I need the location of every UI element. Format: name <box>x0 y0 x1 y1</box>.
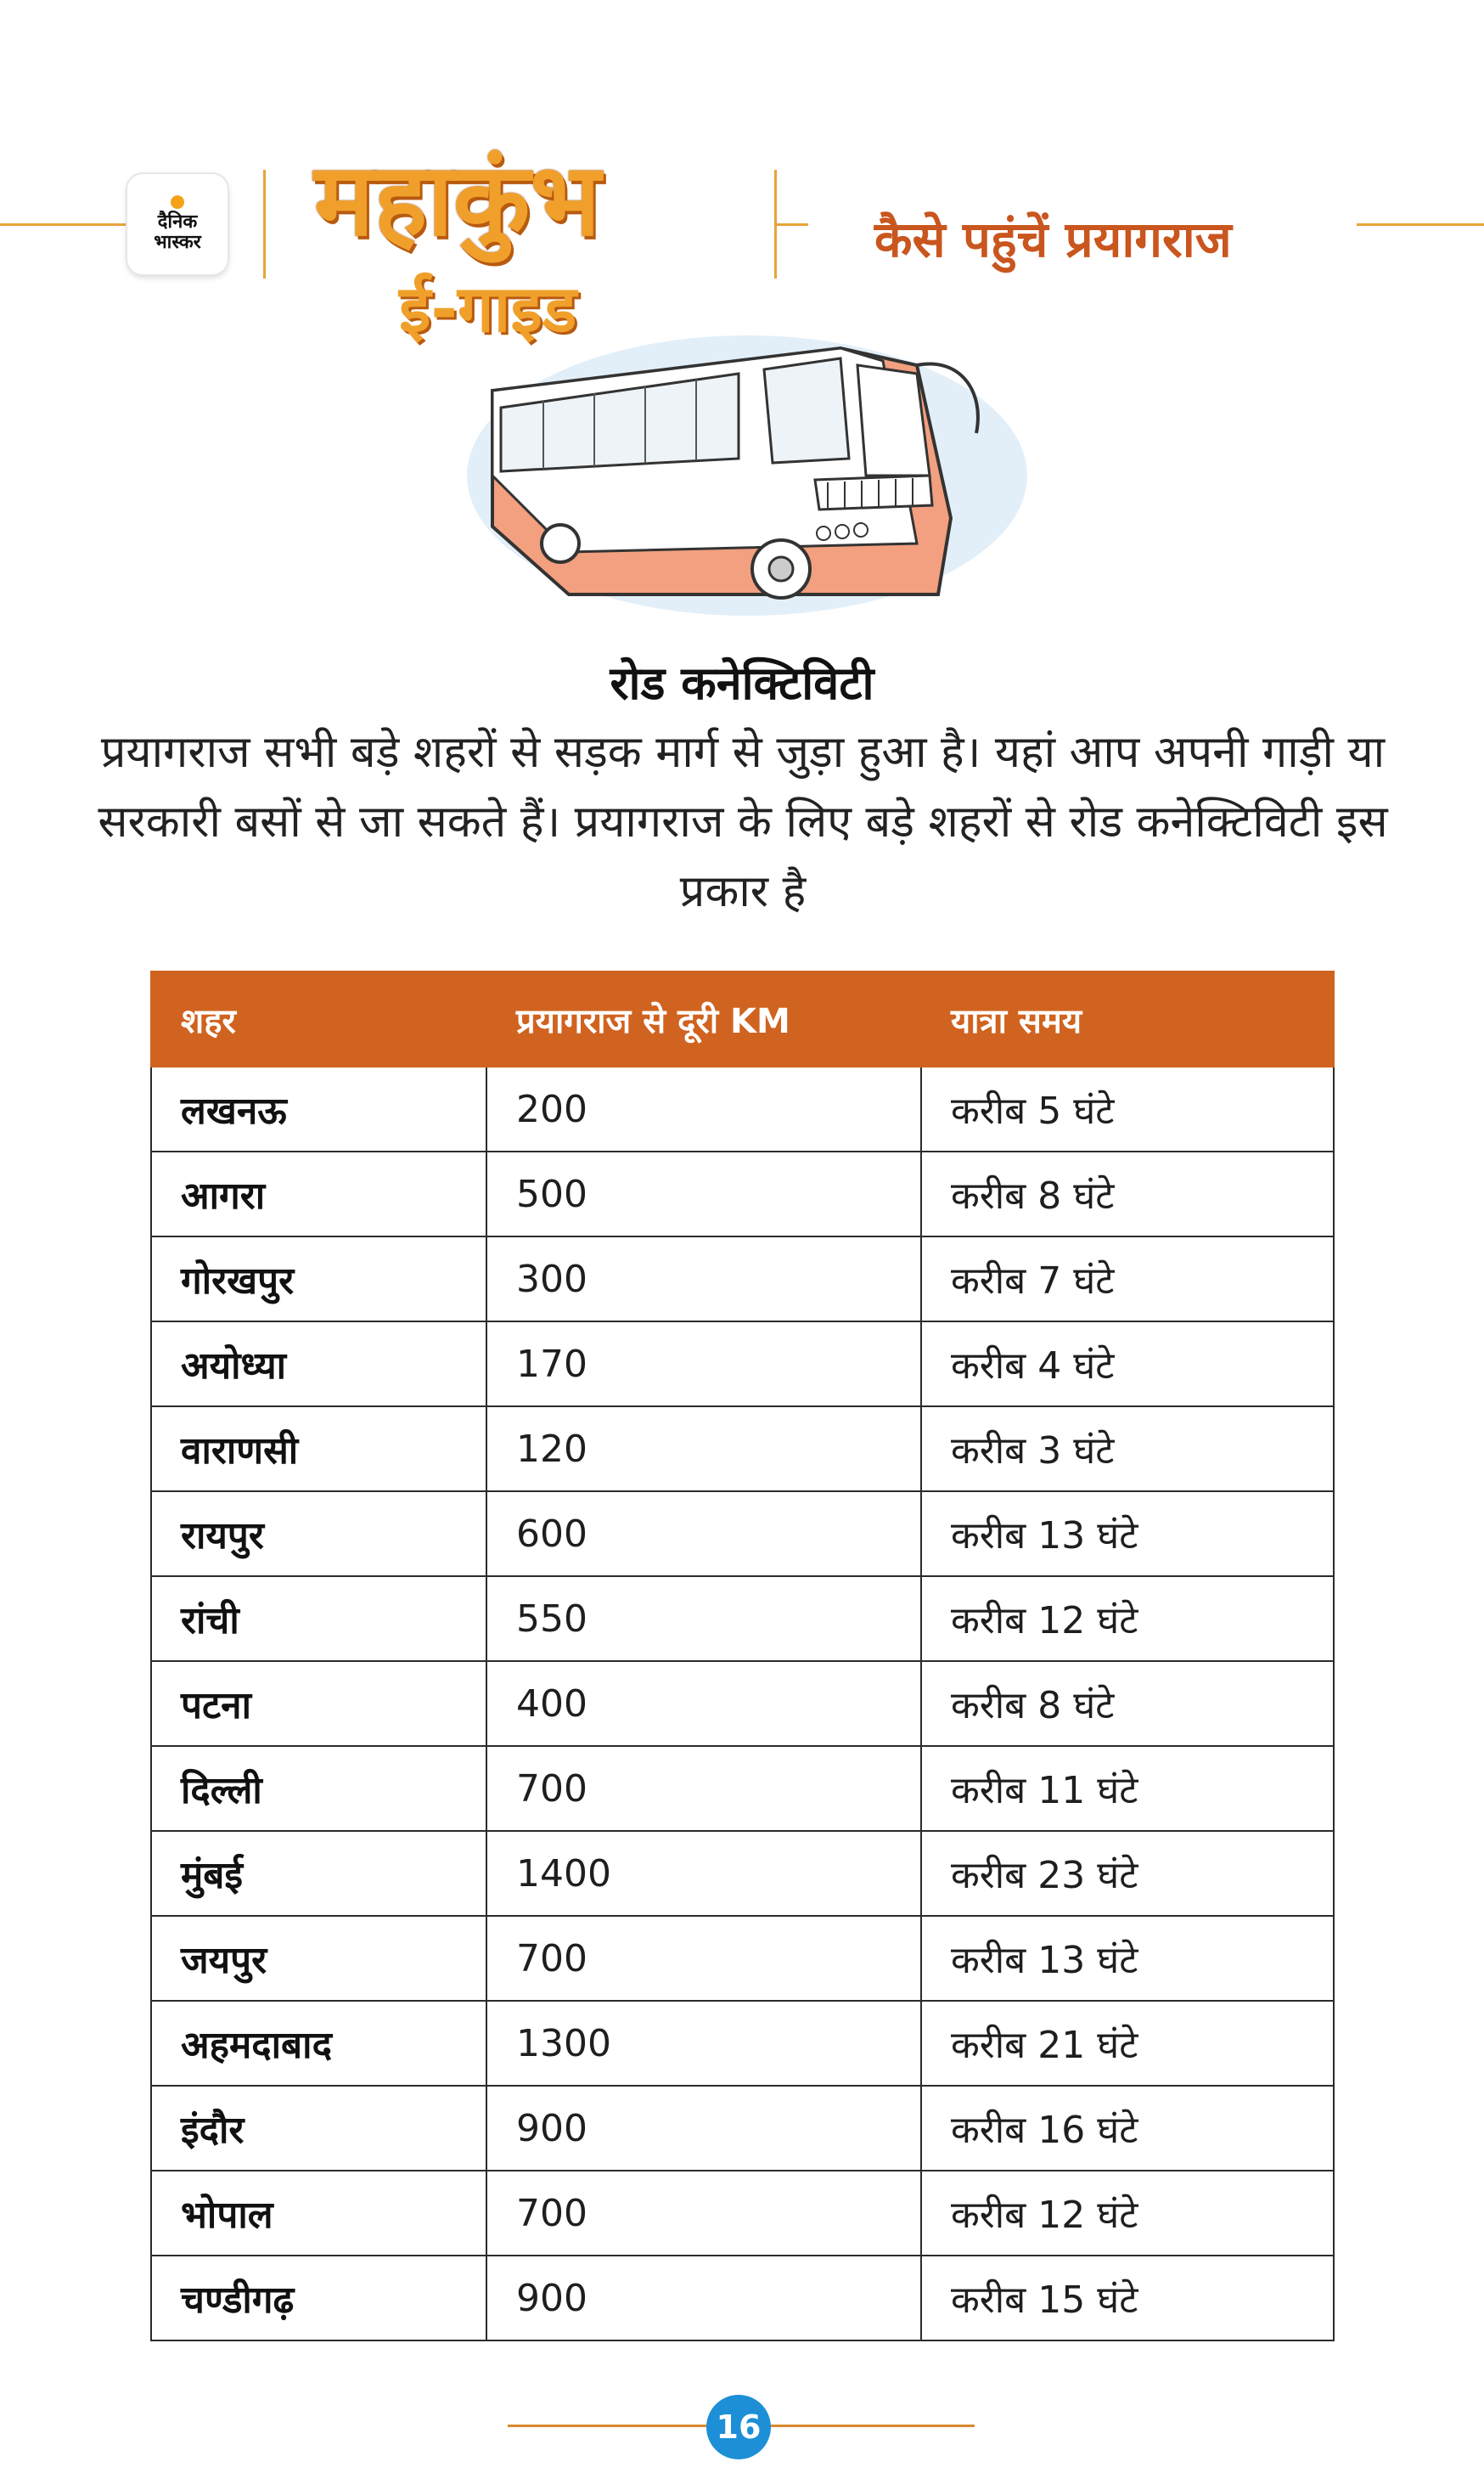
distance-cell: 1400 <box>486 1831 921 1916</box>
city-cell: अयोध्या <box>151 1321 486 1406</box>
time-cell: करीब 5 घंटे <box>921 1067 1334 1152</box>
header-divider-left <box>263 170 266 279</box>
header-city: शहर <box>151 972 486 1067</box>
time-cell: करीब 21 घंटे <box>921 2001 1334 2086</box>
header-distance: प्रयागराज से दूरी KM <box>486 972 921 1067</box>
table-row <box>151 1067 1334 1152</box>
time-cell: करीब 15 घंटे <box>921 2256 1334 2340</box>
time-cell: करीब 3 घंटे <box>921 1406 1334 1491</box>
table-row <box>151 1321 1334 1406</box>
intro-paragraph: प्रयागराज सभी बड़े शहरों से सड़क मार्ग से जुड़ा हुआ है। यहां आप अपनी गाड़ी या सरकारी बसों से जा सकते हैं। प्रयागराज के लिए बड़े शहरों से रोड कनेक्टिविटी इस प्रकार है <box>98 727 1388 917</box>
distance-cell: 1300 <box>486 2001 921 2086</box>
time-cell: करीब 23 घंटे <box>921 1831 1334 1916</box>
distance-cell: 900 <box>486 2086 921 2171</box>
city-cell: दिल्ली <box>151 1746 486 1831</box>
distance-cell: 400 <box>486 1661 921 1746</box>
table-row <box>151 2001 1334 2086</box>
city-cell: मुंबई <box>151 1831 486 1916</box>
table-row <box>151 1491 1334 1576</box>
city-cell: अहमदाबाद <box>151 2001 486 2086</box>
city-cell: वाराणसी <box>151 1406 486 1491</box>
city-cell: आगरा <box>151 1152 486 1236</box>
table-row <box>151 1152 1334 1236</box>
distance-cell: 700 <box>486 1746 921 1831</box>
city-cell: चण्डीगढ़ <box>151 2256 486 2340</box>
dainik-bhaskar-logo <box>127 174 228 274</box>
footer-rule-right <box>771 2425 975 2427</box>
time-cell: करीब 4 घंटे <box>921 1321 1334 1406</box>
road-connectivity-table <box>150 971 1335 2341</box>
city-cell: गोरखपुर <box>151 1236 486 1321</box>
header-rule-mid <box>774 223 808 226</box>
time-cell: करीब 11 घंटे <box>921 1746 1334 1831</box>
logo-line2: भास्कर <box>154 232 201 253</box>
distance-cell: 600 <box>486 1491 921 1576</box>
table-header-row <box>151 972 1334 1067</box>
table-row <box>151 2086 1334 2171</box>
city-cell: रायपुर <box>151 1491 486 1576</box>
table-row <box>151 2171 1334 2256</box>
header-rule-left <box>0 223 129 226</box>
table-row <box>151 1661 1334 1746</box>
footer-rule-left <box>508 2425 706 2427</box>
city-cell: भोपाल <box>151 2171 486 2256</box>
brand-title: महाकुंभ <box>314 141 601 258</box>
city-cell: जयपुर <box>151 1916 486 2001</box>
table-row <box>151 1576 1334 1661</box>
time-cell: करीब 12 घंटे <box>921 2171 1334 2256</box>
section-title: रोड कनेक्टिविटी <box>610 656 874 710</box>
distance-cell: 700 <box>486 2171 921 2256</box>
distance-cell: 300 <box>486 1236 921 1321</box>
page-number: 16 <box>706 2395 771 2459</box>
logo-line1: दैनिक <box>157 211 198 233</box>
distance-cell: 500 <box>486 1152 921 1236</box>
distance-cell: 170 <box>486 1321 921 1406</box>
time-cell: करीब 13 घंटे <box>921 1916 1334 2001</box>
bus-illustration <box>441 314 1036 628</box>
distance-cell: 700 <box>486 1916 921 2001</box>
time-cell: करीब 7 घंटे <box>921 1236 1334 1321</box>
city-cell: इंदौर <box>151 2086 486 2171</box>
time-cell: करीब 8 घंटे <box>921 1152 1334 1236</box>
city-cell: पटना <box>151 1661 486 1746</box>
header-time: यात्रा समय <box>921 972 1334 1067</box>
time-cell: करीब 12 घंटे <box>921 1576 1334 1661</box>
sun-icon <box>171 195 184 209</box>
table-row <box>151 1236 1334 1321</box>
page-title: कैसे पहुंचें प्रयागराज <box>874 211 1232 268</box>
distance-cell: 900 <box>486 2256 921 2340</box>
distance-cell: 200 <box>486 1067 921 1152</box>
time-cell: करीब 8 घंटे <box>921 1661 1334 1746</box>
table-row <box>151 1406 1334 1491</box>
table-row <box>151 1831 1334 1916</box>
brand-subtitle: ई-गाइड <box>399 271 577 346</box>
table-row <box>151 1746 1334 1831</box>
city-cell: रांची <box>151 1576 486 1661</box>
header-rule-right <box>1357 223 1484 226</box>
table-row <box>151 2256 1334 2340</box>
time-cell: करीब 13 घंटे <box>921 1491 1334 1576</box>
time-cell: करीब 16 घंटे <box>921 2086 1334 2171</box>
distance-cell: 550 <box>486 1576 921 1661</box>
table-row <box>151 1916 1334 2001</box>
distance-cell: 120 <box>486 1406 921 1491</box>
city-cell: लखनऊ <box>151 1067 486 1152</box>
